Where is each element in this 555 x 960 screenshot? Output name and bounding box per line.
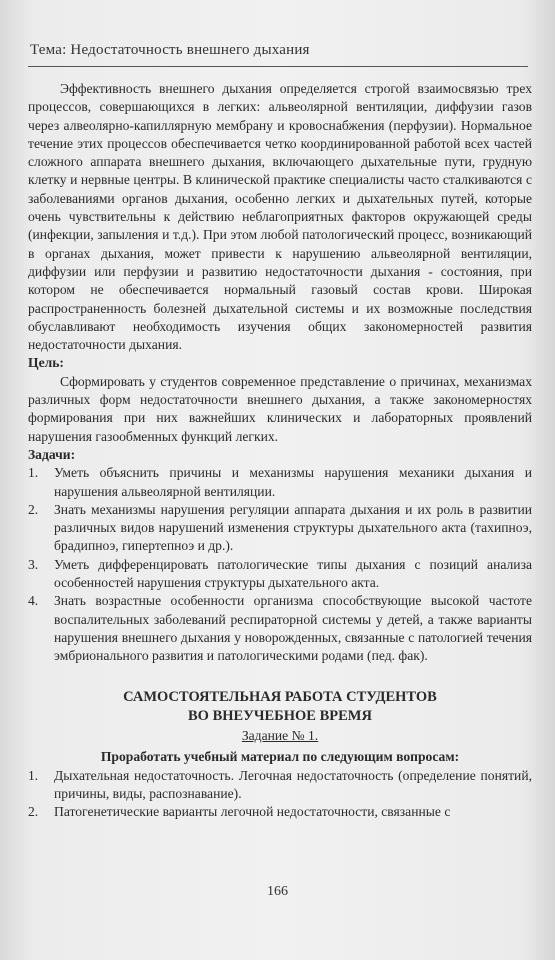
list-item-text: Патогенетические варианты легочной недостаточности, связанные с — [54, 804, 451, 820]
list-item-number: 1. — [28, 465, 39, 481]
list-item-text: Знать возрастные особенности организма способствующие высокой частоте воспалительных заболеваний респираторной системы у детей, а также варианты нарушения внешнего дыхания у новорожденных, связанные с патологией течения эмбрионального развития и патологическими родами (пед. фак). — [54, 593, 532, 664]
page-number: 166 — [267, 884, 288, 899]
list-item-text: Знать механизмы нарушения регуляции аппарата дыхания и их роль в развитии различных видов нарушений изменения структуры дыхательного акта (тахипноэ, брадипноэ, гипертепноэ и др.). — [54, 501, 532, 554]
tasks-label: Задачи: — [28, 446, 76, 462]
section-title — [28, 688, 532, 726]
list-item — [28, 464, 532, 501]
page-header-title: Тема: Недостаточность внешнего дыхания — [30, 42, 310, 58]
section-title-line: САМОСТОЯТЕЛЬНАЯ РАБОТА СТУДЕНТОВ — [123, 688, 437, 705]
list-item-text: Дыхательная недостаточность. Легочная недостаточность (определение понятий, причины, виды, распознавание). — [54, 767, 532, 801]
list-item-number: 4. — [28, 593, 39, 609]
list-item — [28, 592, 532, 665]
list-item-number: 3. — [28, 556, 39, 572]
tasks-list — [28, 464, 532, 665]
questions-list — [28, 767, 532, 822]
section-title-line: ВО ВНЕУЧЕБНОЕ ВРЕМЯ — [188, 707, 372, 724]
goal-paragraph: Сформировать у студентов современное представление о причинах, механизмах различных форм недостаточности внешнего дыхания, а также закономерностях формирования при них важнейших клинических и лабораторных проявлений нарушения газообменных функций легких. — [28, 373, 532, 444]
list-item — [28, 556, 532, 593]
list-item — [28, 767, 532, 804]
list-item-number: 2. — [28, 804, 39, 820]
list-item-text: Уметь дифференцировать патологические типы дыхания с позиций анализа особенностей нарушения структуры дыхательного акта. — [54, 556, 532, 591]
intro-paragraph: Эффективность внешнего дыхания определяется строгой взаимосвязью трех процессов, совершающихся в легких: альвеолярной вентиляции, диффузии газов через алвеолярно-капиллярную мембрану и кровоснабжения (перфузии). Нормальное течение этих процессов обеспечивается четко координированной работой всех частей сложного аппарата внешнего дыхания, включающего дыхательные пути, грудную клетку и нервные центры. В клинической практике специалисты часто сталкиваются с заболеваниями органов дыхания, особенно легких и дыхательных путей, которые очень чувствительны к действию неблагоприятных факторов окружающей среды (инфекции, запыления и т.д.). При этом любой патологический процесс, возникающий в органах дыхания, может привести к нарушению альвеолярной вентиляции, диффузии или перфузии и развитию недостаточности дыхания - состояния, при котором не обеспечивается нормальный газовый состав крови. Широкая распространенность болезней дыхательной системы и их возможные последствия обуславливают необходимость изучения общих закономерностей развития недостаточности дыхания. — [28, 81, 532, 353]
page-content — [28, 80, 532, 821]
list-item — [28, 501, 532, 556]
goal-label: Цель: — [28, 355, 64, 371]
header-rule — [28, 66, 528, 67]
list-item-number: 2. — [28, 501, 39, 517]
assignment-number: Задание № 1. — [241, 727, 319, 743]
list-item — [28, 803, 532, 821]
assignment-instruction: Проработать учебный материал по следующим вопросам: — [100, 748, 460, 764]
list-item-number: 1. — [28, 767, 39, 783]
list-item-text: Уметь объяснить причины и механизмы нарушения механики дыхания и нарушения альвеолярной вентиляции. — [54, 465, 532, 499]
